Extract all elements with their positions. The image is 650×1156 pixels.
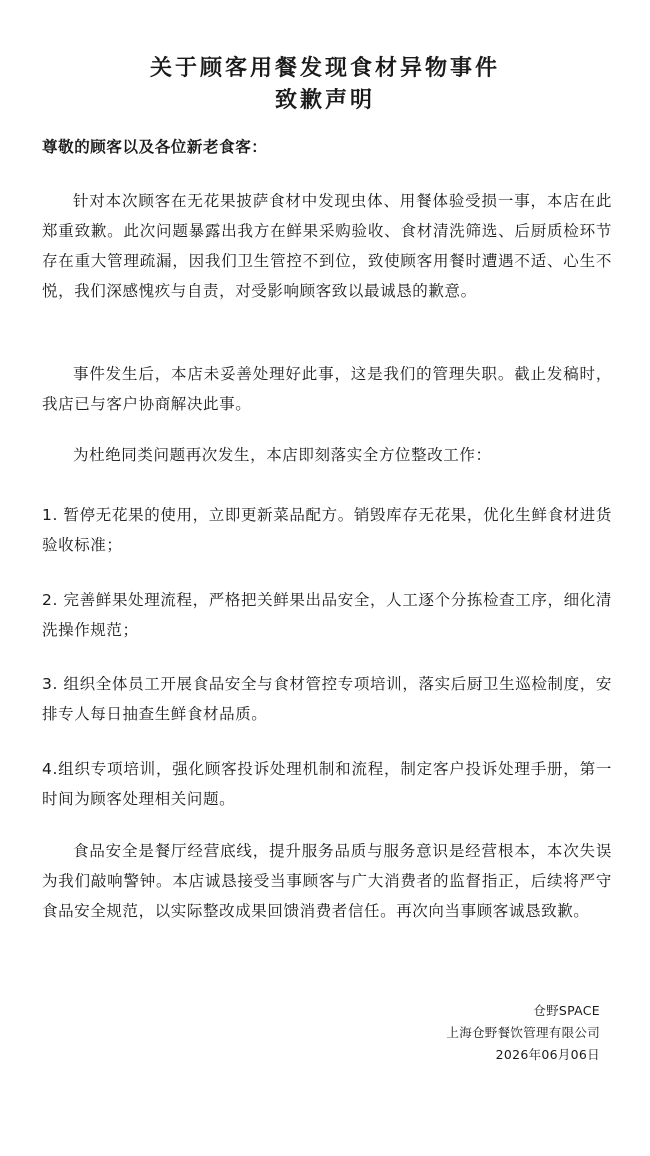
signature-brand: 仓野SPACE xyxy=(533,1003,600,1018)
greeting: 尊敬的顾客以及各位新老食客： xyxy=(42,138,268,156)
list-item: 2. 完善鲜果处理流程，严格把关鲜果出品安全，人工逐个分拣检查工序，细化清洗操作规范； xyxy=(42,591,612,639)
signature-company: 上海仓野餐饮管理有限公司 xyxy=(446,1025,600,1040)
list-item: 3. 组织全体员工开展食品安全与食材管控专项培训，落实后厨卫生巡检制度，安排专人每日抽查生鲜食材品质。 xyxy=(42,675,612,723)
statement-title-line2: 致歉声明 xyxy=(274,88,375,113)
paragraph-handling: 事件发生后，本店未妥善处理好此事，这是我们的管理失职。截止发稿时，我店已与客户协商解决此事。 xyxy=(42,365,612,413)
paragraph-apology: 针对本次顾客在无花果披萨食材中发现虫体、用餐体验受损一事，本店在此郑重致歉。此次问题暴露出我方在鲜果采购验收、食材清洗筛选、后厨质检环节存在重大管理疏漏，因我们卫生管控不到位，致使顾客用餐时遭遇不适、心生不悦，我们深感愧疚与自责，对受影响顾客致以最诚恳的歉意。 xyxy=(42,192,612,300)
list-item: 1. 暂停无花果的使用，立即更新菜品配方。销毁库存无花果，优化生鲜食材进货验收标准； xyxy=(42,506,612,554)
statement-title-line1: 关于顾客用餐发现食材异物事件 xyxy=(149,56,500,81)
paragraph-rectification-intro: 为杜绝同类问题再次发生，本店即刻落实全方位整改工作： xyxy=(73,446,492,464)
paragraph-closing: 食品安全是餐厅经营底线，提升服务品质与服务意识是经营根本，本次失误为我们敲响警钟。本店诚恳接受当事顾客与广大消费者的监督指正，后续将严守食品安全规范，以实际整改成果回馈消费者信任。再次向当事顾客诚恳致歉。 xyxy=(42,842,612,920)
signature-date: 2026年06月06日 xyxy=(495,1047,600,1062)
list-item: 4.组织专项培训，强化顾客投诉处理机制和流程，制定客户投诉处理手册，第一时间为顾客处理相关问题。 xyxy=(42,760,612,808)
